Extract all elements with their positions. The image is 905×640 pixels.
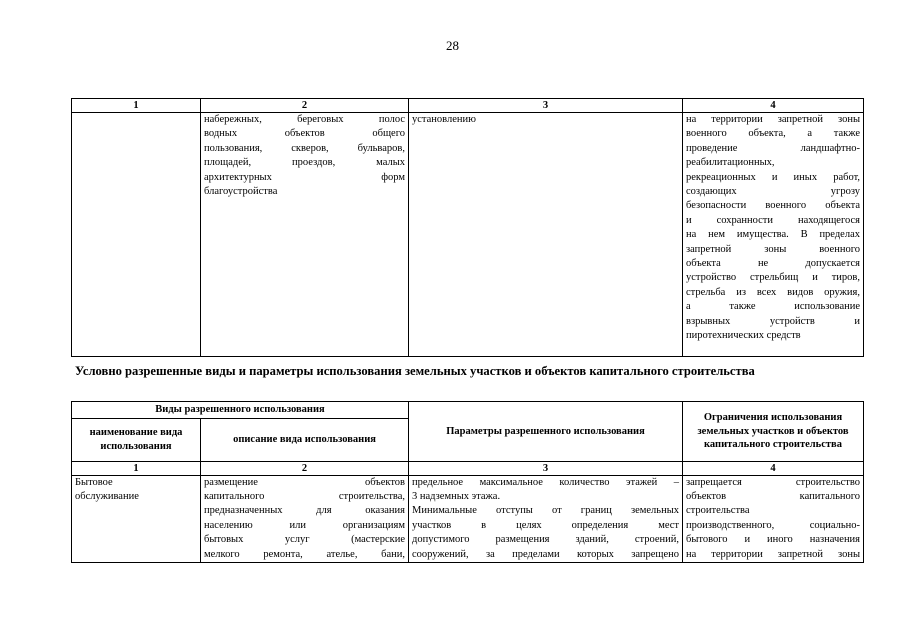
text-line: 3 надземных этажа. (412, 490, 501, 502)
text-line: строительства (686, 505, 750, 517)
text-line: набережных, береговых полос (204, 114, 405, 125)
page-number: 28 (446, 38, 459, 53)
text-line: объектов капитального (686, 490, 861, 502)
text-line: населению или организациям (204, 519, 406, 531)
text-line: а также использование (686, 301, 860, 313)
text-line: благоустройства (204, 186, 278, 198)
text-line: взрывных устройств и (686, 315, 860, 327)
text-line: запретной зоны военного (686, 243, 860, 255)
cell-name (72, 475, 201, 562)
text-line: участков в целях определения мест (412, 519, 680, 531)
text-line: стрельба из всех видов оружия, (686, 286, 860, 298)
header-description: описание вида использования (201, 418, 409, 461)
col-number-3: 3 (409, 99, 683, 113)
text-line: предназначенных для оказания (204, 505, 406, 517)
text-line: создающих угрозу (686, 186, 860, 198)
col-number-1: 1 (72, 461, 201, 475)
col-number-4: 4 (683, 99, 864, 113)
header-row (72, 402, 864, 419)
header-restrictions: Ограничения использования земельных участков и объектов капитального строительства (683, 402, 864, 462)
text-line: Минимальные отступы от границ земельных (412, 505, 680, 517)
text-line: рекреационных и иных работ, (686, 171, 860, 183)
use-name: Бытовое обслуживание (75, 476, 139, 502)
text-line: площадей, проездов, малых (204, 157, 405, 169)
continuation-table (71, 98, 864, 357)
text-line: устройство стрельбищ и тиров, (686, 272, 860, 284)
text-line: капитального строительства, (204, 490, 406, 502)
col-number-2: 2 (201, 99, 409, 113)
text-line: сооружений, за пределами которых запрещено (412, 548, 680, 560)
col-number-1: 1 (72, 99, 201, 113)
column-number-row (72, 461, 864, 475)
table-row (72, 475, 864, 562)
text-line: на территории запретной зоны (686, 114, 860, 125)
text-line: объекта не допускается (686, 258, 860, 270)
text-line: безопасности военного объекта (686, 200, 860, 212)
text-line: военного объекта, а также (686, 128, 860, 140)
cell-name (72, 113, 201, 357)
text-line: мелкого ремонта, ателье, бани, (204, 548, 406, 560)
cell-parameters (409, 475, 683, 562)
text-line: предельное максимальное количество этажей – (412, 476, 680, 488)
header-name: наименование вида использования (72, 418, 201, 461)
header-group: Виды разрешенного использования (72, 402, 409, 419)
col-number-2: 2 (201, 461, 409, 475)
text-line: бытовых услуг (мастерские (204, 534, 406, 546)
column-number-row (72, 99, 864, 113)
table-row (72, 113, 864, 357)
text-line: запрещается строительство (686, 476, 861, 488)
text-line: размещение объектов (204, 476, 406, 488)
text-line: производственного, социально- (686, 519, 861, 531)
col-number-4: 4 (683, 461, 864, 475)
text-line: и сохранности находящегося (686, 214, 860, 226)
text-line: проведение ландшафтно- (686, 142, 860, 154)
text-line: на территории запретной зоны (686, 548, 861, 560)
text-line: бытового и иного назначения (686, 534, 861, 546)
conditional-use-table (71, 401, 864, 563)
cell-parameters: установлению (409, 113, 683, 357)
cell-restrictions (683, 113, 864, 357)
cell-description (201, 475, 409, 562)
text-line: архитектурных форм (204, 171, 405, 183)
text-line: пользования, скверов, бульваров, (204, 142, 405, 154)
text-line: пиротехнических средств (686, 330, 801, 342)
header-parameters: Параметры разрешенного использования (409, 402, 683, 462)
text-line: на нем имущества. В пределах (686, 229, 860, 241)
text-line: реабилитационных, (686, 157, 775, 169)
cell-description (201, 113, 409, 357)
section-heading: Условно разрешенные виды и параметры использования земельных участков и объектов капитального строительства (75, 364, 755, 378)
text-line: водных объектов общего (204, 128, 405, 140)
col-number-3: 3 (409, 461, 683, 475)
cell-restrictions (683, 475, 864, 562)
text-line: допустимого размещения зданий, строений, (412, 534, 680, 546)
